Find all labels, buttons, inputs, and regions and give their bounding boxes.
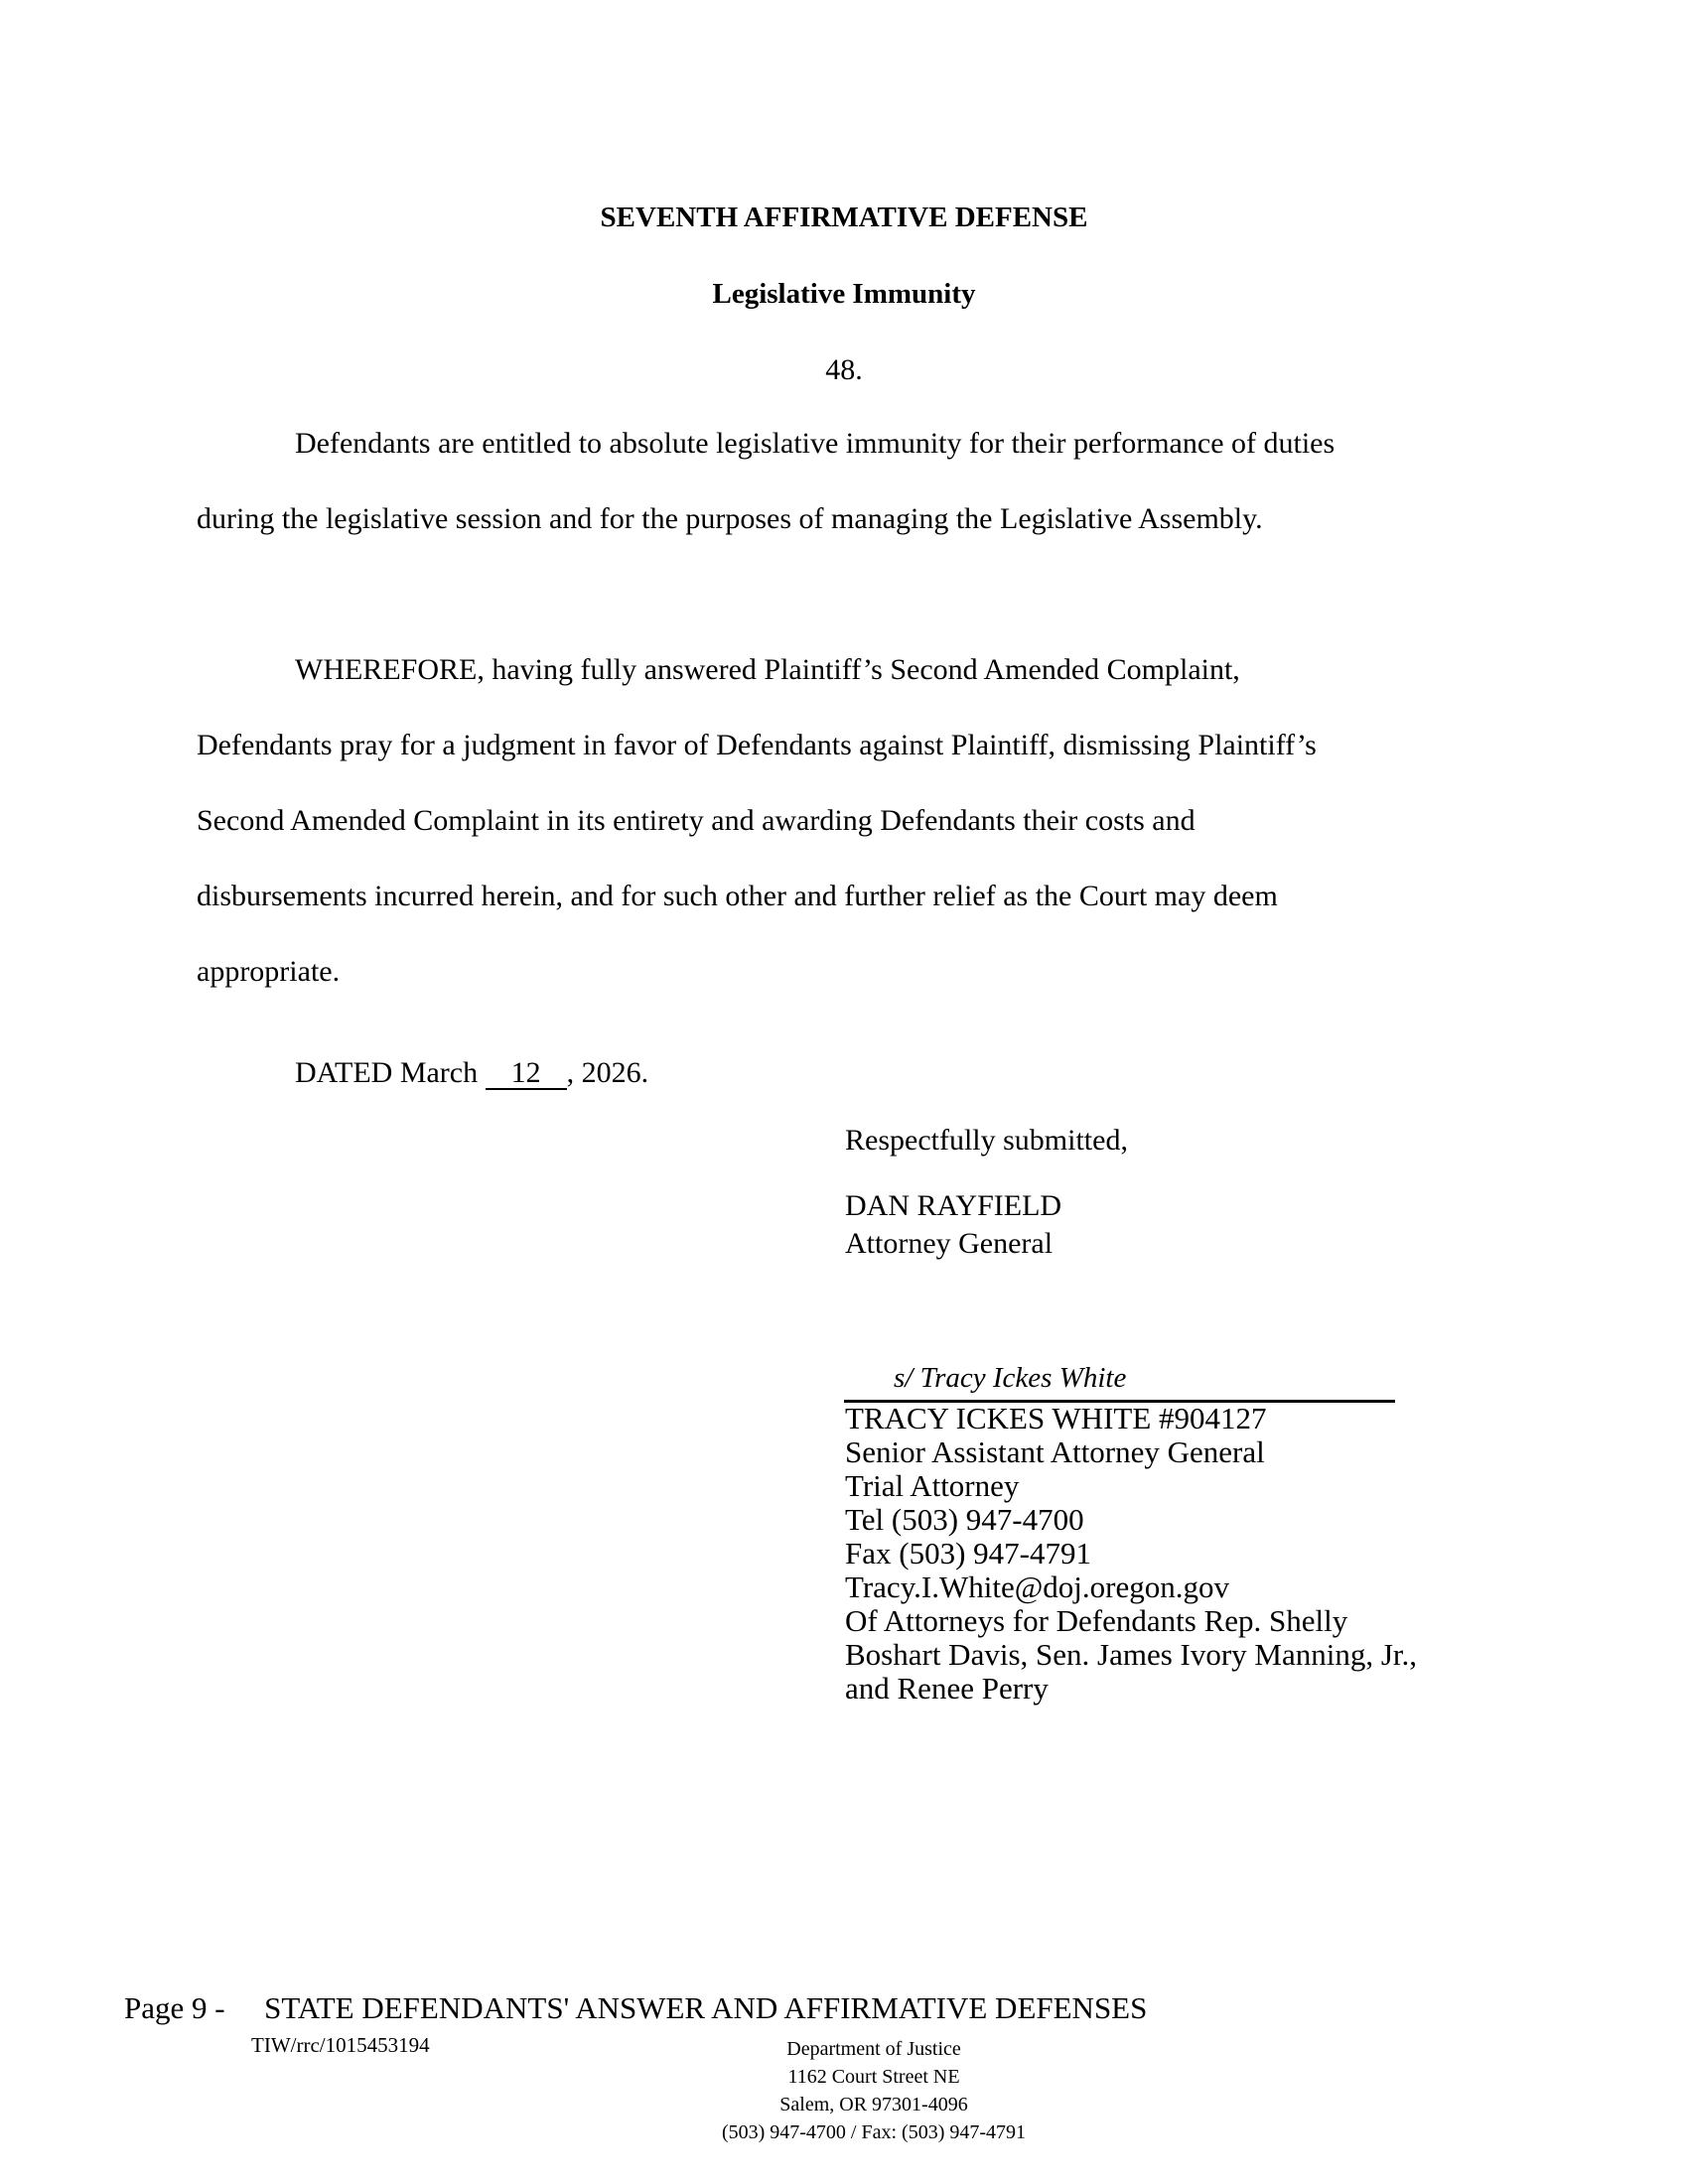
attorney-line: Fax (503) 947-4791 — [845, 1536, 1091, 1570]
office-line: (503) 947-4700 / Fax: (503) 947-4791 — [721, 2121, 1027, 2143]
attorney-line: TRACY ICKES WHITE #904127 — [845, 1401, 1267, 1435]
section-heading: SEVENTH AFFIRMATIVE DEFENSE — [600, 202, 1088, 233]
doc-code: TIW/rrc/1015453194 — [251, 2033, 430, 2057]
dated-prefix: DATED March — [295, 1056, 479, 1089]
document-title: STATE DEFENDANTS' ANSWER AND AFFIRMATIVE DEFENSES — [264, 1990, 1148, 2025]
attorney-block — [845, 1402, 1417, 1706]
office-line: Salem, OR 97301-4096 — [779, 2094, 968, 2116]
attorney-line: Of Attorneys for Defendants Rep. Shelly — [845, 1603, 1348, 1638]
page-label: Page 9 - — [124, 1990, 225, 2025]
attorney-line: Senior Assistant Attorney General — [845, 1434, 1265, 1469]
dated-day: 12 — [486, 1058, 567, 1090]
body-line: during the legislative session and for the purposes of managing the Legislative Assembly. — [197, 502, 1263, 535]
attorney-line: Boshart Davis, Sen. James Ivory Manning, Jr., — [845, 1637, 1418, 1672]
prayer-line: WHEREFORE, having fully answered Plaintiff’s Second Amended Complaint, — [295, 653, 1240, 686]
ag-name: DAN RAYFIELD — [845, 1189, 1062, 1222]
attorney-email: Tracy.I.White@doj.oregon.gov — [845, 1570, 1229, 1604]
e-signature: s/ Tracy Ickes White — [894, 1362, 1127, 1394]
prayer-line: disbursements incurred herein, and for such other and further relief as the Court may deem — [197, 880, 1278, 912]
prayer-line: appropriate. — [197, 955, 341, 988]
section-subheading: Legislative Immunity — [712, 278, 976, 310]
attorney-line: Tel (503) 947-4700 — [845, 1502, 1084, 1537]
dated-line — [295, 1056, 648, 1090]
body-line: Defendants are entitled to absolute legislative immunity for their performance of duties — [295, 427, 1336, 460]
office-line: Department of Justice — [786, 2038, 961, 2060]
paragraph-number: 48. — [825, 353, 863, 386]
office-address — [635, 2035, 1112, 2146]
prayer-line: Second Amended Complaint in its entirety and awarding Defendants their costs and — [197, 804, 1196, 837]
attorney-line: Trial Attorney — [845, 1468, 1020, 1503]
attorney-line: and Renee Perry — [845, 1671, 1049, 1706]
prayer-line: Defendants pray for a judgment in favor of Defendants against Plaintiff, dismissing Plaintiff’s — [197, 729, 1317, 761]
footer-title-line — [124, 1990, 1147, 2026]
office-line: 1162 Court Street NE — [787, 2066, 960, 2088]
dated-suffix: , 2026. — [566, 1056, 649, 1089]
closing: Respectfully submitted, — [845, 1124, 1128, 1157]
ag-title: Attorney General — [845, 1227, 1054, 1260]
